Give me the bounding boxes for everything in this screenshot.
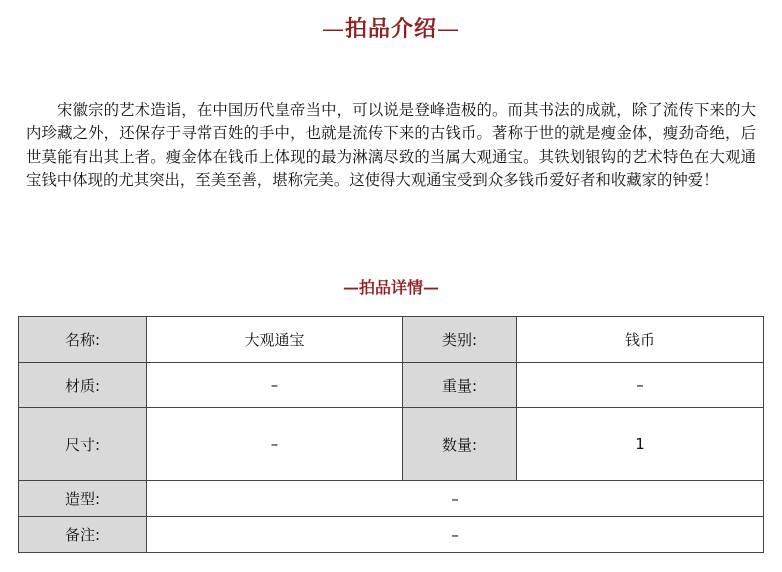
category-value: 钱币 [517,317,764,363]
table-row [19,363,764,408]
table-row [19,481,764,517]
subtitle-dash-left: — [342,278,359,297]
remark-label: 备注: [19,517,147,553]
shape-label: 造型: [19,481,147,517]
subtitle-text: 拍品详情 [358,278,423,297]
title-dash-right: — [437,17,460,42]
quantity-value: 1 [517,408,764,481]
size-label: 尺寸: [19,408,147,481]
intro-paragraph: 宋徽宗的艺术造诣，在中国历代皇帝当中，可以说是登峰造极的。而其书法的成就，除了流传下来的大内珍藏之外，还保存于寻常百姓的手中，也就是流传下来的古钱币。著称于世的就是瘦金体，瘦劲奇绝，后世莫能有出其上者。瘦金体在钱币上体现的最为淋漓尽致的当属大观通宝。其铁划银钩的艺术特色在大观通宝钱中体现的尤其突出，至美至善，堪称完美。这使得大观通宝受到众多钱币爱好者和收藏家的钟爱！ [26,101,756,189]
weight-value: – [517,363,764,408]
subtitle-dash-right: — [423,278,439,297]
quantity-label: 数量: [403,408,517,481]
details-table [18,316,764,553]
page-title [0,12,782,43]
table-row [19,517,764,553]
name-value: 大观通宝 [147,317,403,363]
category-label: 类别: [403,317,517,363]
remark-value: – [147,517,764,553]
material-value: – [147,363,403,408]
weight-label: 重量: [403,363,517,408]
table-row [19,408,764,481]
size-value: – [147,408,403,481]
title-text: 拍品介绍 [344,16,437,42]
details-title [0,275,782,298]
shape-value: – [147,481,764,517]
table-row [19,317,764,363]
name-label: 名称: [19,317,147,363]
material-label: 材质: [19,363,147,408]
title-dash-left: — [321,17,345,42]
